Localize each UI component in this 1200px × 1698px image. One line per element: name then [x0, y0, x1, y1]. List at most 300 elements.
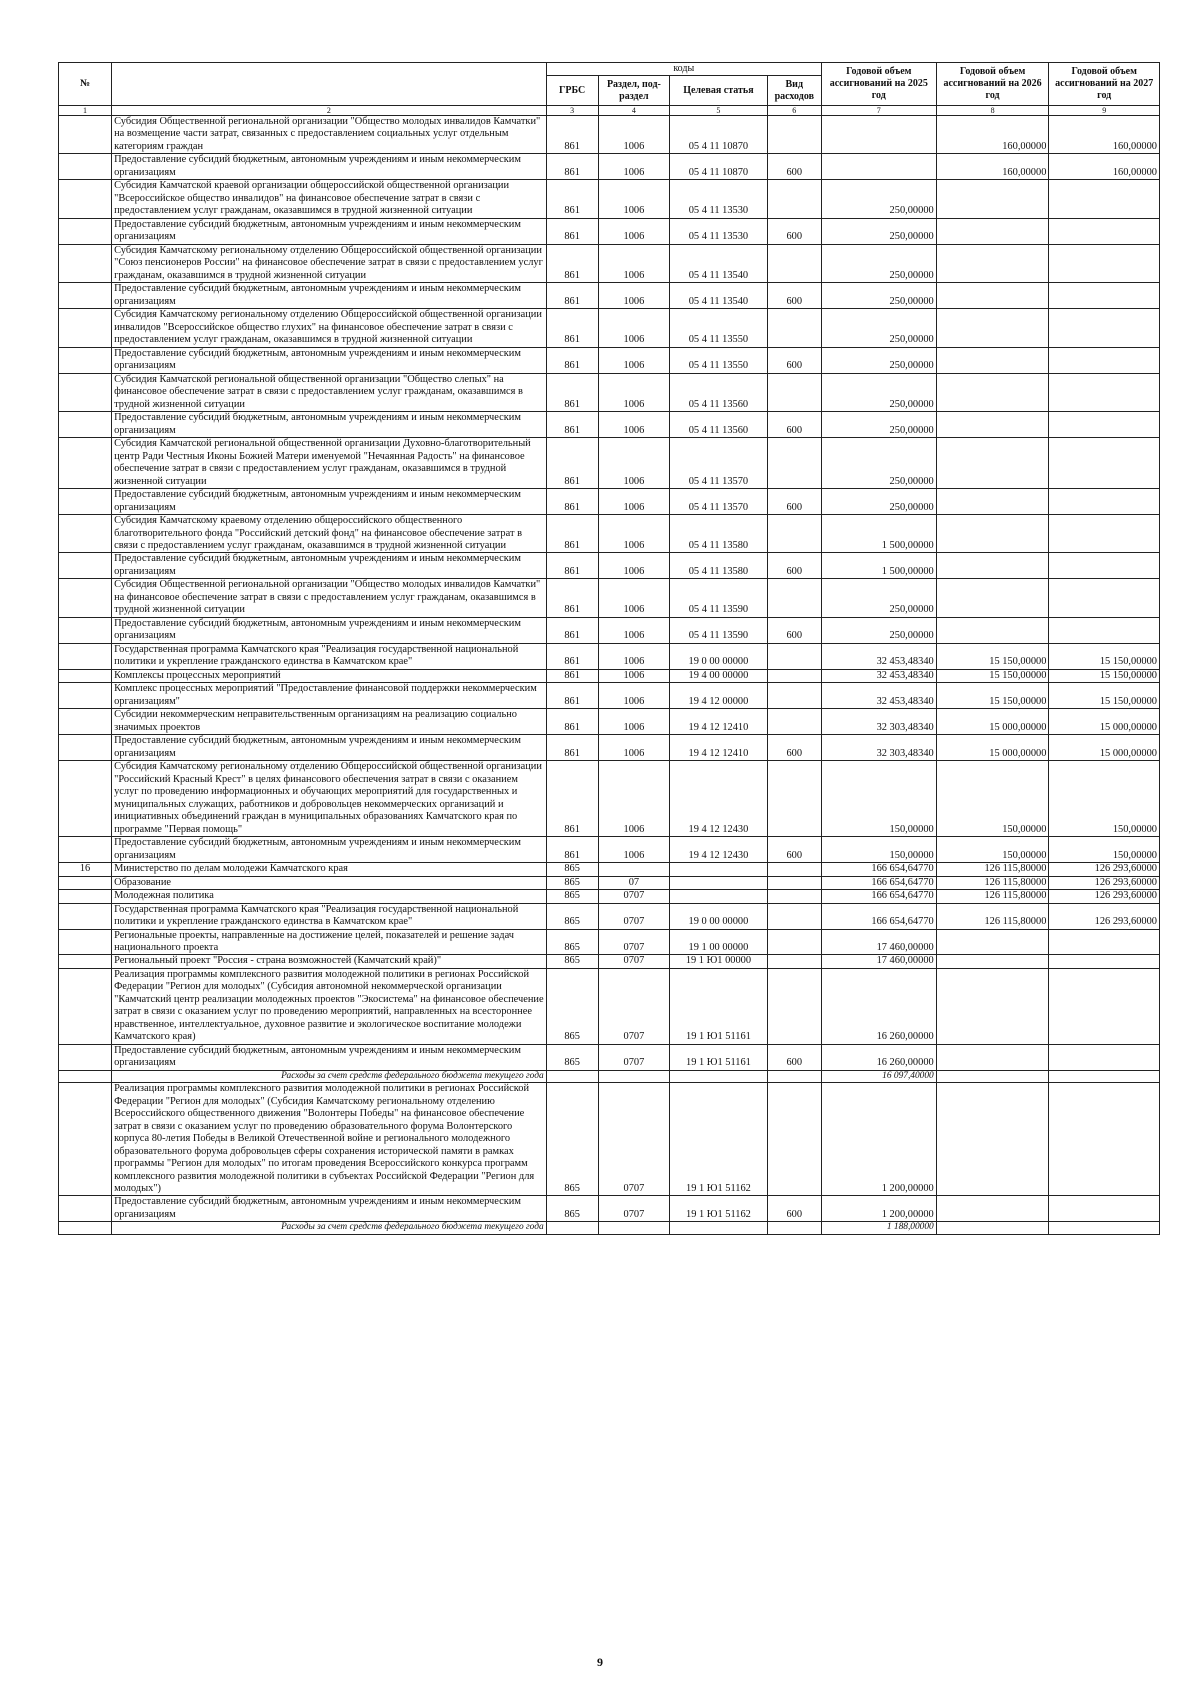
expense-kind-code [767, 1070, 821, 1082]
amount-2025: 250,00000 [821, 244, 936, 282]
table-row [59, 412, 1160, 438]
target-article-code: 05 4 11 13540 [670, 283, 768, 309]
column-number-row [59, 106, 1160, 116]
amount-2025: 150,00000 [821, 837, 936, 863]
section-code [598, 863, 670, 876]
row-name: Предоставление субсидий бюджетным, автономным учреждениям и иным некоммерческим организациям [112, 489, 547, 515]
amount-2026: 150,00000 [936, 761, 1049, 837]
amount-2027 [1049, 438, 1160, 489]
target-article-code: 05 4 11 13560 [670, 373, 768, 411]
row-name: Комплексы процессных мероприятий [112, 669, 547, 682]
target-article-code: 05 4 11 13570 [670, 438, 768, 489]
expense-kind-code [767, 968, 821, 1044]
row-number [59, 683, 112, 709]
amount-2027 [1049, 412, 1160, 438]
row-name: Предоставление субсидий бюджетным, автономным учреждениям и иным некоммерческим организациям [112, 1044, 547, 1070]
grbs-code: 865 [546, 890, 598, 903]
expense-kind-code [767, 876, 821, 889]
target-article-code: 05 4 11 13550 [670, 309, 768, 347]
amount-2027 [1049, 1070, 1160, 1082]
row-name: Комплекс процессных мероприятий "Предоставление финансовой поддержки некоммерческим организациям" [112, 683, 547, 709]
table-row [59, 863, 1160, 876]
amount-2027 [1049, 1222, 1160, 1234]
table-row [59, 968, 1160, 1044]
section-code: 0707 [598, 955, 670, 968]
amount-2027 [1049, 244, 1160, 282]
row-name: Субсидия Камчатской краевой организации общероссийской общественной организации "Всероссийское общество инвалидов" на финансовое обеспечение затрат в связи с предоставлением услуг гражданам, оказавшимся в трудной жизненной ситуации [112, 180, 547, 218]
grbs-code: 861 [546, 643, 598, 669]
amount-2025: 32 453,48340 [821, 683, 936, 709]
grbs-code: 861 [546, 116, 598, 154]
table-row [59, 283, 1160, 309]
row-name: Предоставление субсидий бюджетным, автономным учреждениям и иным некоммерческим организациям [112, 553, 547, 579]
grbs-code [546, 1070, 598, 1082]
grbs-code: 861 [546, 709, 598, 735]
amount-2026: 15 150,00000 [936, 669, 1049, 682]
table-row [59, 890, 1160, 903]
target-article-code: 05 4 11 13580 [670, 553, 768, 579]
section-code: 0707 [598, 890, 670, 903]
expense-kind-code [767, 180, 821, 218]
amount-2025: 250,00000 [821, 412, 936, 438]
amount-2026: 126 115,80000 [936, 890, 1049, 903]
page-number: 9 [597, 1655, 603, 1669]
amount-2025: 250,00000 [821, 579, 936, 617]
amount-2025: 250,00000 [821, 283, 936, 309]
amount-2025: 166 654,64770 [821, 903, 936, 929]
target-article-code: 19 4 12 00000 [670, 683, 768, 709]
table-row [59, 154, 1160, 180]
row-number [59, 890, 112, 903]
grbs-code: 865 [546, 955, 598, 968]
table-row [59, 438, 1160, 489]
expense-kind-code [767, 929, 821, 955]
amount-2025: 16 260,00000 [821, 1044, 936, 1070]
section-code: 1006 [598, 709, 670, 735]
column-number: 9 [1049, 106, 1160, 116]
federal-funds-note-row [59, 1222, 1160, 1234]
header-kind: Вид расходов [767, 76, 821, 106]
expense-kind-code [767, 244, 821, 282]
row-number [59, 968, 112, 1044]
amount-2027 [1049, 180, 1160, 218]
grbs-code: 865 [546, 968, 598, 1044]
amount-2026 [936, 438, 1049, 489]
section-code: 0707 [598, 1083, 670, 1196]
amount-2026 [936, 489, 1049, 515]
amount-2026 [936, 929, 1049, 955]
expense-kind-code: 600 [767, 154, 821, 180]
grbs-code: 861 [546, 283, 598, 309]
amount-2026 [936, 244, 1049, 282]
amount-2027 [1049, 929, 1160, 955]
section-code: 1006 [598, 579, 670, 617]
table-row [59, 735, 1160, 761]
expense-kind-code: 600 [767, 347, 821, 373]
amount-2026: 126 115,80000 [936, 863, 1049, 876]
section-code: 1006 [598, 515, 670, 553]
row-number [59, 373, 112, 411]
section-code: 1006 [598, 244, 670, 282]
row-name: Субсидия Камчатскому краевому отделению общероссийского общественного благотворительного фонда "Российский детский фонд" на финансовое обеспечение затрат в связи с предоставлением услуг гражданам, оказавшимся в трудной жизненной ситуации [112, 515, 547, 553]
row-number [59, 735, 112, 761]
amount-2026 [936, 373, 1049, 411]
amount-2025 [821, 116, 936, 154]
amount-2027 [1049, 1083, 1160, 1196]
target-article-code: 19 1 Ю1 51161 [670, 1044, 768, 1070]
header-codes: коды [546, 63, 821, 76]
amount-2026 [936, 347, 1049, 373]
row-number [59, 283, 112, 309]
row-number [59, 579, 112, 617]
target-article-code [670, 863, 768, 876]
target-article-code: 05 4 11 13530 [670, 180, 768, 218]
amount-2026 [936, 309, 1049, 347]
amount-2025: 250,00000 [821, 373, 936, 411]
amount-2026 [936, 515, 1049, 553]
row-number [59, 116, 112, 154]
amount-2027 [1049, 373, 1160, 411]
grbs-code: 865 [546, 876, 598, 889]
section-code: 1006 [598, 617, 670, 643]
row-number [59, 438, 112, 489]
row-name: Субсидии некоммерческим неправительственным организациям на реализацию социально значимых проектов [112, 709, 547, 735]
amount-2025: 32 303,48340 [821, 709, 936, 735]
amount-2026: 126 115,80000 [936, 876, 1049, 889]
grbs-code [546, 1222, 598, 1234]
amount-2025: 250,00000 [821, 309, 936, 347]
amount-2026 [936, 283, 1049, 309]
row-number [59, 180, 112, 218]
expense-kind-code [767, 903, 821, 929]
expense-kind-code: 600 [767, 837, 821, 863]
amount-2025: 166 654,64770 [821, 863, 936, 876]
amount-2026 [936, 180, 1049, 218]
budget-table [58, 62, 1160, 1235]
amount-2026: 126 115,80000 [936, 903, 1049, 929]
amount-2027: 126 293,60000 [1049, 890, 1160, 903]
target-article-code: 05 4 11 13550 [670, 347, 768, 373]
target-article-code [670, 890, 768, 903]
section-code: 0707 [598, 968, 670, 1044]
table-row [59, 489, 1160, 515]
section-code: 1006 [598, 438, 670, 489]
row-name: Субсидия Камчатскому региональному отделению Общероссийской общественной организации инвалидов "Всероссийское общество глухих" на финансовое обеспечение затрат в связи с предоставлением услуг гражданам, оказавшимся в трудной жизненной ситуации [112, 309, 547, 347]
row-name: Субсидия Камчатскому региональному отделению Общероссийской общественной организации "Российский Красный Крест" в целях финансового обеспечения затрат в связи с оказанием услуг по проведению информационных и обучающих мероприятий для государственных и муниципальных служащих, работников и добровольцев некоммерческих организаций и инициативных объединений граждан в муниципальных образованиях Камчатского края по программе "Первая помощь" [112, 761, 547, 837]
amount-2025: 250,00000 [821, 347, 936, 373]
amount-2027: 15 000,00000 [1049, 709, 1160, 735]
target-article-code: 05 4 11 10870 [670, 116, 768, 154]
row-number [59, 154, 112, 180]
row-name: Расходы за счет средств федерального бюджета текущего года [112, 1070, 547, 1082]
amount-2027 [1049, 283, 1160, 309]
section-code: 1006 [598, 643, 670, 669]
amount-2025: 16 097,40000 [821, 1070, 936, 1082]
column-number: 4 [598, 106, 670, 116]
grbs-code: 861 [546, 218, 598, 244]
section-code: 1006 [598, 218, 670, 244]
target-article-code [670, 1222, 768, 1234]
expense-kind-code [767, 1083, 821, 1196]
column-number: 7 [821, 106, 936, 116]
header-grbs: ГРБС [546, 76, 598, 106]
table-row [59, 553, 1160, 579]
amount-2027: 15 150,00000 [1049, 669, 1160, 682]
expense-kind-code: 600 [767, 553, 821, 579]
row-number [59, 309, 112, 347]
grbs-code: 861 [546, 347, 598, 373]
target-article-code: 19 0 00 00000 [670, 643, 768, 669]
row-number [59, 553, 112, 579]
column-number: 1 [59, 106, 112, 116]
amount-2025: 166 654,64770 [821, 890, 936, 903]
table-row [59, 929, 1160, 955]
row-name: Предоставление субсидий бюджетным, автономным учреждениям и иным некоммерческим организациям [112, 735, 547, 761]
section-code: 1006 [598, 553, 670, 579]
table-row [59, 515, 1160, 553]
amount-2025: 250,00000 [821, 617, 936, 643]
amount-2027 [1049, 579, 1160, 617]
amount-2027 [1049, 1044, 1160, 1070]
row-number [59, 1083, 112, 1196]
table-row [59, 309, 1160, 347]
header-2027: Годовой объем ассигнований на 2027 год [1049, 63, 1160, 106]
grbs-code: 861 [546, 412, 598, 438]
target-article-code: 19 1 00 00000 [670, 929, 768, 955]
row-name: Предоставление субсидий бюджетным, автономным учреждениям и иным некоммерческим организациям [112, 154, 547, 180]
section-code: 0707 [598, 903, 670, 929]
target-article-code: 19 1 Ю1 51162 [670, 1083, 768, 1196]
grbs-code: 861 [546, 309, 598, 347]
amount-2025: 1 200,00000 [821, 1196, 936, 1222]
row-number [59, 489, 112, 515]
section-code: 0707 [598, 1044, 670, 1070]
table-row [59, 903, 1160, 929]
grbs-code: 861 [546, 515, 598, 553]
table-row [59, 709, 1160, 735]
amount-2026: 15 150,00000 [936, 643, 1049, 669]
target-article-code: 05 4 11 13570 [670, 489, 768, 515]
row-name: Предоставление субсидий бюджетным, автономным учреждениям и иным некоммерческим организациям [112, 1196, 547, 1222]
row-name: Субсидия Общественной региональной организации "Общество молодых инвалидов Камчатки" на финансовое обеспечение затрат в связи с предоставлением услуг гражданам, оказавшимся в трудной жизненной ситуации [112, 579, 547, 617]
row-name: Министерство по делам молодежи Камчатского края [112, 863, 547, 876]
section-code: 1006 [598, 761, 670, 837]
expense-kind-code: 600 [767, 218, 821, 244]
table-row [59, 1196, 1160, 1222]
target-article-code: 05 4 11 13560 [670, 412, 768, 438]
grbs-code: 861 [546, 373, 598, 411]
grbs-code: 861 [546, 180, 598, 218]
grbs-code: 861 [546, 553, 598, 579]
row-number [59, 643, 112, 669]
expense-kind-code: 600 [767, 412, 821, 438]
row-number [59, 955, 112, 968]
table-row [59, 643, 1160, 669]
column-number: 8 [936, 106, 1049, 116]
amount-2025: 250,00000 [821, 489, 936, 515]
section-code: 1006 [598, 283, 670, 309]
row-number [59, 1044, 112, 1070]
amount-2027: 126 293,60000 [1049, 863, 1160, 876]
table-body [59, 116, 1160, 1235]
row-name: Субсидия Общественной региональной организации "Общество молодых инвалидов Камчатки" на возмещение части затрат, связанных с предоставлением социальных услуг отдельным категориям граждан [112, 116, 547, 154]
target-article-code: 19 4 00 00000 [670, 669, 768, 682]
amount-2027 [1049, 617, 1160, 643]
amount-2026 [936, 553, 1049, 579]
row-name: Субсидия Камчатскому региональному отделению Общероссийской общественной организации "Союз пенсионеров России" на финансовое обеспечение затрат в связи с предоставлением услуг гражданам, оказавшимся в трудной жизненной ситуации [112, 244, 547, 282]
amount-2025 [821, 154, 936, 180]
section-code: 1006 [598, 669, 670, 682]
amount-2025: 32 453,48340 [821, 669, 936, 682]
amount-2027 [1049, 1196, 1160, 1222]
amount-2027 [1049, 553, 1160, 579]
row-number [59, 617, 112, 643]
expense-kind-code [767, 515, 821, 553]
table-row [59, 1083, 1160, 1196]
table-row [59, 373, 1160, 411]
amount-2026 [936, 218, 1049, 244]
table-row [59, 180, 1160, 218]
grbs-code: 861 [546, 154, 598, 180]
grbs-code: 861 [546, 837, 598, 863]
expense-kind-code [767, 116, 821, 154]
table-row [59, 761, 1160, 837]
row-number [59, 347, 112, 373]
expense-kind-code [767, 709, 821, 735]
target-article-code: 05 4 11 13530 [670, 218, 768, 244]
table-row [59, 244, 1160, 282]
expense-kind-code [767, 373, 821, 411]
target-article-code: 05 4 11 13580 [670, 515, 768, 553]
grbs-code: 861 [546, 683, 598, 709]
table-row [59, 683, 1160, 709]
row-number [59, 412, 112, 438]
section-code: 07 [598, 876, 670, 889]
amount-2025: 17 460,00000 [821, 955, 936, 968]
row-name: Предоставление субсидий бюджетным, автономным учреждениям и иным некоммерческим организациям [112, 837, 547, 863]
amount-2027: 15 150,00000 [1049, 643, 1160, 669]
amount-2027 [1049, 309, 1160, 347]
amount-2026 [936, 412, 1049, 438]
column-number: 2 [112, 106, 547, 116]
amount-2026 [936, 1222, 1049, 1234]
target-article-code: 05 4 11 13540 [670, 244, 768, 282]
table-header [59, 63, 1160, 116]
amount-2027: 160,00000 [1049, 154, 1160, 180]
target-article-code: 19 1 Ю1 00000 [670, 955, 768, 968]
expense-kind-code [767, 309, 821, 347]
row-number [59, 876, 112, 889]
target-article-code: 19 4 12 12430 [670, 761, 768, 837]
grbs-code: 865 [546, 863, 598, 876]
table-row [59, 669, 1160, 682]
table-row [59, 116, 1160, 154]
amount-2027 [1049, 515, 1160, 553]
grbs-code: 861 [546, 735, 598, 761]
amount-2026 [936, 1196, 1049, 1222]
row-number: 16 [59, 863, 112, 876]
row-name: Реализация программы комплексного развития молодежной политики в регионах Российской Федерации "Регион для молодых" (Субсидия Камчатскому региональному отделению Всероссийского общественного движения "Волонтеры Победы" на финансовое обеспечение затрат в связи с оказанием услуг по проведению образовательного форума Волонтерского корпуса 80-летия Победы в Великой Отечественной войне и регионального молодежного образовательного форума добровольцев сферы сохранения исторической памяти в рамках программы "Регион для молодых" по итогам проведения Всероссийского конкурса программ комплексного развития молодежной политики в субъектах Российской Федерации "Регион для молодых") [112, 1083, 547, 1196]
section-code: 1006 [598, 837, 670, 863]
amount-2026: 160,00000 [936, 116, 1049, 154]
section-code: 1006 [598, 489, 670, 515]
row-number [59, 669, 112, 682]
grbs-code: 861 [546, 244, 598, 282]
row-number [59, 837, 112, 863]
expense-kind-code [767, 669, 821, 682]
row-number [59, 218, 112, 244]
section-code: 1006 [598, 683, 670, 709]
amount-2025: 166 654,64770 [821, 876, 936, 889]
header-name [112, 63, 547, 106]
section-code: 1006 [598, 154, 670, 180]
grbs-code: 861 [546, 579, 598, 617]
expense-kind-code: 600 [767, 1196, 821, 1222]
expense-kind-code: 600 [767, 617, 821, 643]
amount-2025: 32 453,48340 [821, 643, 936, 669]
amount-2027: 15 000,00000 [1049, 735, 1160, 761]
target-article-code: 19 1 Ю1 51161 [670, 968, 768, 1044]
grbs-code: 865 [546, 1196, 598, 1222]
section-code [598, 1070, 670, 1082]
table-row [59, 876, 1160, 889]
amount-2026: 15 150,00000 [936, 683, 1049, 709]
amount-2026 [936, 955, 1049, 968]
expense-kind-code [767, 761, 821, 837]
expense-kind-code [767, 579, 821, 617]
section-code: 0707 [598, 1196, 670, 1222]
amount-2025: 17 460,00000 [821, 929, 936, 955]
amount-2026: 150,00000 [936, 837, 1049, 863]
amount-2025: 250,00000 [821, 218, 936, 244]
header-no: № [59, 63, 112, 106]
column-number: 3 [546, 106, 598, 116]
table-row [59, 347, 1160, 373]
amount-2027: 15 150,00000 [1049, 683, 1160, 709]
column-number: 6 [767, 106, 821, 116]
amount-2025: 1 500,00000 [821, 553, 936, 579]
header-2025: Годовой объем ассигнований на 2025 год [821, 63, 936, 106]
amount-2027: 150,00000 [1049, 837, 1160, 863]
section-code: 1006 [598, 309, 670, 347]
row-name: Государственная программа Камчатского края "Реализация государственной национальной политики и укрепление гражданского единства в Камчатском крае" [112, 903, 547, 929]
grbs-code: 861 [546, 617, 598, 643]
target-article-code: 19 0 00 00000 [670, 903, 768, 929]
amount-2025: 150,00000 [821, 761, 936, 837]
expense-kind-code [767, 863, 821, 876]
row-name: Предоставление субсидий бюджетным, автономным учреждениям и иным некоммерческим организациям [112, 617, 547, 643]
amount-2025: 16 260,00000 [821, 968, 936, 1044]
target-article-code: 05 4 11 13590 [670, 579, 768, 617]
target-article-code [670, 1070, 768, 1082]
amount-2025: 250,00000 [821, 438, 936, 489]
row-name: Региональный проект "Россия - страна возможностей (Камчатский край)" [112, 955, 547, 968]
row-name: Региональные проекты, направленные на достижение целей, показателей и решение задач национального проекта [112, 929, 547, 955]
target-article-code: 05 4 11 10870 [670, 154, 768, 180]
amount-2027 [1049, 218, 1160, 244]
amount-2026 [936, 968, 1049, 1044]
row-number [59, 244, 112, 282]
target-article-code: 19 1 Ю1 51162 [670, 1196, 768, 1222]
amount-2025: 32 303,48340 [821, 735, 936, 761]
expense-kind-code [767, 1222, 821, 1234]
section-code: 1006 [598, 735, 670, 761]
row-name: Предоставление субсидий бюджетным, автономным учреждениям и иным некоммерческим организациям [112, 412, 547, 438]
amount-2027: 126 293,60000 [1049, 876, 1160, 889]
row-name: Реализация программы комплексного развития молодежной политики в регионах Российской Федерации "Регион для молодых" (Субсидия автономной некоммерческой организации "Камчатский центр реализации молодежных проектов "Экосистема" на финансовое обеспечение затрат в связи с оказанием услуг по проведению мероприятий, направленных на всестороннее нравственное, интеллектуальное, духовное развитие и экологическое воспитание молодежи Камчатского края) [112, 968, 547, 1044]
amount-2026 [936, 1083, 1049, 1196]
target-article-code: 19 4 12 12410 [670, 709, 768, 735]
